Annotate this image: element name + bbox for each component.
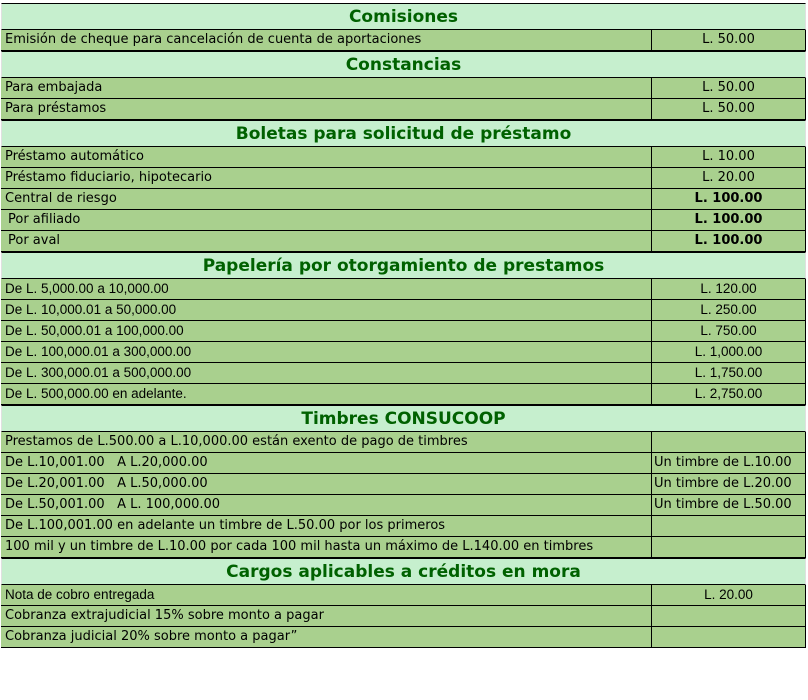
row-label: Por afiliado xyxy=(1,210,652,230)
row-label: De L.100,001.00 en adelante un timbre de L.50.00 por los primeros xyxy=(1,516,652,536)
row-label: Prestamos de L.500.00 a L.10,000.00 están exento de pago de timbres xyxy=(1,432,652,452)
section-header-boletas: Boletas para solicitud de préstamo xyxy=(1,120,806,147)
row-label: Para préstamos xyxy=(1,99,652,119)
table-row xyxy=(1,537,806,558)
row-label: Cobranza judicial 20% sobre monto a pagar” xyxy=(1,627,652,647)
row-value xyxy=(652,606,806,626)
table-row xyxy=(1,585,806,606)
row-value: L. 120.00 xyxy=(652,279,806,299)
fees-table xyxy=(1,3,806,648)
table-row xyxy=(1,168,806,189)
row-label: De L. 500,000.00 en adelante. xyxy=(1,384,652,404)
section-header-comisiones: Comisiones xyxy=(1,3,806,30)
row-label: De L.50,001.00 A L. 100,000.00 xyxy=(1,495,652,515)
row-label: De L. 10,000.01 a 50,000.00 xyxy=(1,300,652,320)
table-row xyxy=(1,231,806,252)
table-row xyxy=(1,453,806,474)
row-label: Préstamo automático xyxy=(1,147,652,167)
row-label: Emisión de cheque para cancelación de cuenta de aportaciones xyxy=(1,30,652,50)
row-value xyxy=(652,537,806,557)
table-row xyxy=(1,30,806,51)
table-row xyxy=(1,474,806,495)
row-value: L. 100.00 xyxy=(652,189,806,209)
section-header-mora: Cargos aplicables a créditos en mora xyxy=(1,558,806,585)
row-value: L. 2,750.00 xyxy=(652,384,806,404)
row-value: Un timbre de L.10.00 xyxy=(652,453,806,473)
row-value: L. 750.00 xyxy=(652,321,806,341)
row-label: De L. 50,000.01 a 100,000.00 xyxy=(1,321,652,341)
table-row xyxy=(1,516,806,537)
row-value: L. 100.00 xyxy=(652,231,806,251)
table-row xyxy=(1,363,806,384)
table-row xyxy=(1,432,806,453)
row-label: Nota de cobro entregada xyxy=(1,585,652,605)
section-header-constancias: Constancias xyxy=(1,51,806,78)
row-label: De L.20,001.00 A L.50,000.00 xyxy=(1,474,652,494)
table-row xyxy=(1,495,806,516)
section-header-papeleria: Papelería por otorgamiento de prestamos xyxy=(1,252,806,279)
row-value: L. 50.00 xyxy=(652,30,806,50)
row-label: Por aval xyxy=(1,231,652,251)
row-value: L. 10.00 xyxy=(652,147,806,167)
row-value xyxy=(652,627,806,647)
row-value: L. 50.00 xyxy=(652,78,806,98)
row-label: De L. 100,000.01 a 300,000.00 xyxy=(1,342,652,362)
row-label: De L.10,001.00 A L.20,000.00 xyxy=(1,453,652,473)
row-value: L. 1,750.00 xyxy=(652,363,806,383)
table-row xyxy=(1,99,806,120)
table-row xyxy=(1,606,806,627)
row-value: Un timbre de L.50.00 xyxy=(652,495,806,515)
row-label: Préstamo fiduciario, hipotecario xyxy=(1,168,652,188)
row-label: De L. 300,000.01 a 500,000.00 xyxy=(1,363,652,383)
table-row xyxy=(1,384,806,405)
row-label: Cobranza extrajudicial 15% sobre monto a pagar xyxy=(1,606,652,626)
table-row xyxy=(1,210,806,231)
table-row xyxy=(1,342,806,363)
row-value: L. 1,000.00 xyxy=(652,342,806,362)
row-value: L. 100.00 xyxy=(652,210,806,230)
row-value: Un timbre de L.20.00 xyxy=(652,474,806,494)
row-value: L. 50.00 xyxy=(652,99,806,119)
table-row xyxy=(1,321,806,342)
row-label: 100 mil y un timbre de L.10.00 por cada 100 mil hasta un máximo de L.140.00 en timbres xyxy=(1,537,652,557)
table-row xyxy=(1,300,806,321)
row-value: L. 20.00 xyxy=(652,585,806,605)
table-row xyxy=(1,147,806,168)
row-value: L. 20.00 xyxy=(652,168,806,188)
row-label: Para embajada xyxy=(1,78,652,98)
row-value xyxy=(652,516,806,536)
section-header-timbres: Timbres CONSUCOOP xyxy=(1,405,806,432)
row-label: De L. 5,000.00 a 10,000.00 xyxy=(1,279,652,299)
table-row xyxy=(1,279,806,300)
row-value xyxy=(652,432,806,452)
table-row xyxy=(1,78,806,99)
table-row xyxy=(1,189,806,210)
row-value: L. 250.00 xyxy=(652,300,806,320)
table-row xyxy=(1,627,806,648)
row-label: Central de riesgo xyxy=(1,189,652,209)
